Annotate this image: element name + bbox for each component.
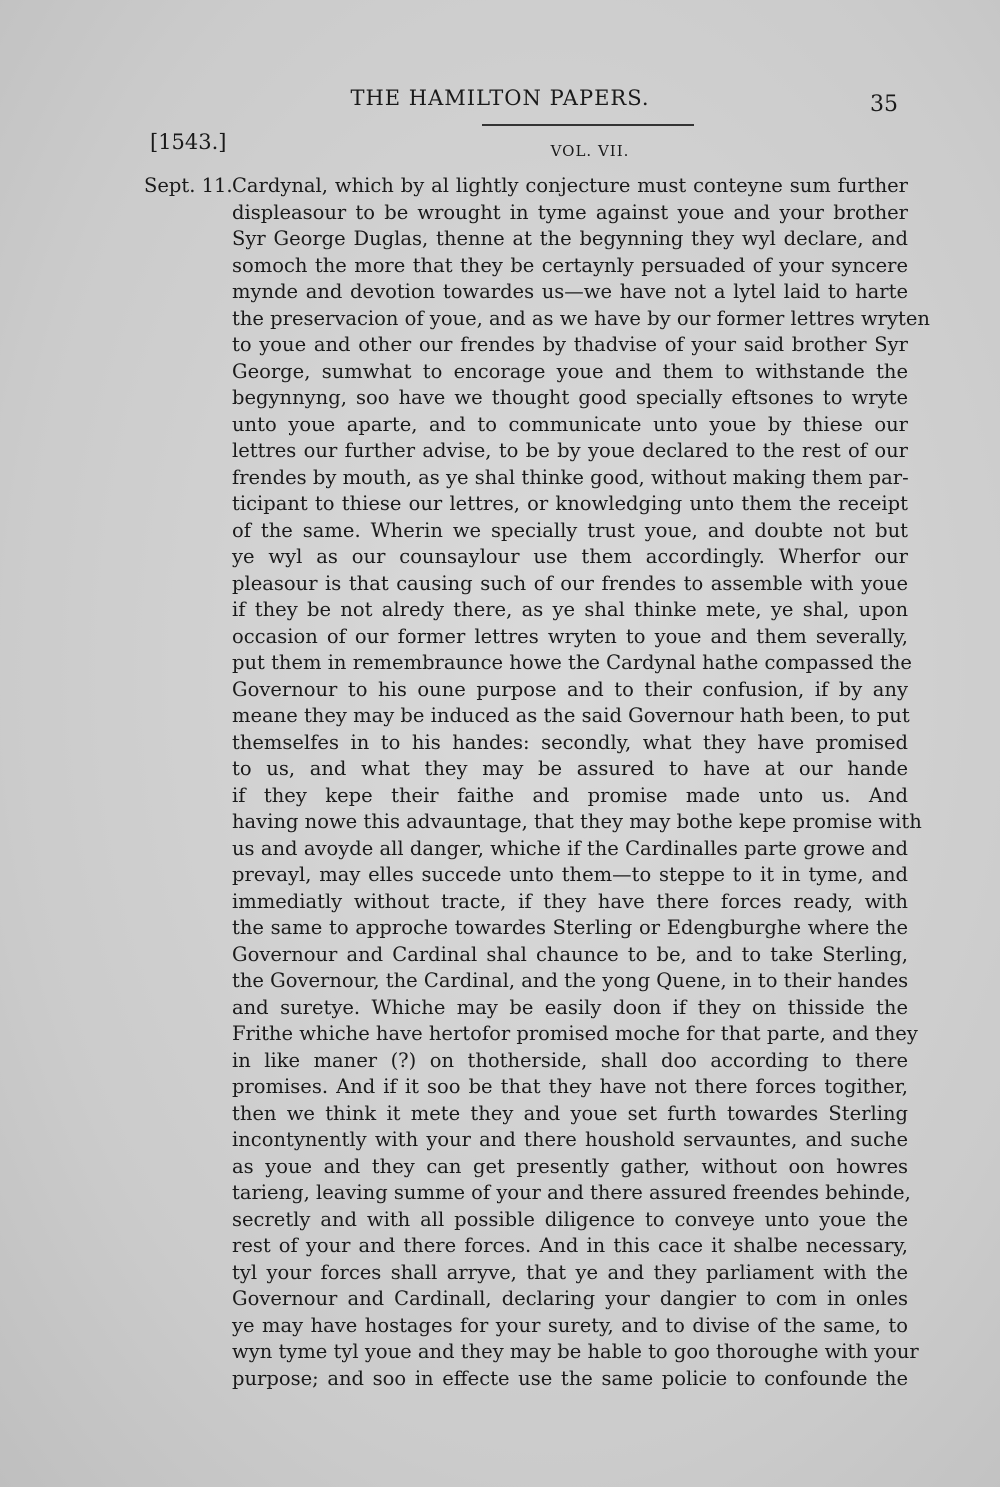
text-line: frendes by mouth, as ye shal thinke good, without making them par-: [232, 465, 909, 489]
text-line: in like maner (?) on thotherside, shall doo according to there: [232, 1048, 908, 1072]
running-head: THE HAMILTON PAPERS.: [350, 86, 650, 110]
text-line: having nowe this advauntage, that they may bothe kepe promise with: [232, 810, 922, 833]
text-line: ye wyl as our counsaylour use them accordingly. Wherfor our: [232, 545, 908, 568]
text-line: Governour and Cardinall, declaring your dangier to com in onles: [232, 1287, 908, 1310]
page-number: 35: [870, 92, 898, 117]
text-line: ticipant to thiese our lettres, or knowledging unto them the receipt: [232, 492, 908, 515]
text-line: wyn tyme tyl youe and they may be hable to goo thoroughe with your: [232, 1340, 919, 1363]
text-line: immediatly without tracte, if they have there forces ready, with: [232, 889, 908, 913]
text-line: themselfes in to his handes: secondly, what they have promised: [232, 730, 908, 754]
text-line: the Governour, the Cardinal, and the yong Quene, in to their handes: [232, 969, 909, 992]
text-line: begynnyng, soo have we thought good specially eftsones to wryte: [232, 386, 908, 409]
text-line: secretly and with all possible diligence to conveye unto youe the: [232, 1207, 908, 1231]
letter-body: [232, 173, 930, 1392]
text-line: lettres our further advise, to be by youe declared to the rest of our: [232, 439, 908, 462]
text-line: purpose; and soo in effecte use the same policie to confounde the: [232, 1366, 908, 1390]
text-line: Cardynal, which by al lightly conjecture must conteyne sum further: [232, 174, 908, 197]
text-line: of the same. Wherin we specially trust youe, and doubte not but: [232, 518, 908, 542]
text-line: if they kepe their faithe and promise made unto us. And: [232, 783, 908, 807]
text-line: occasion of our former lettres wryten to youe and them severally,: [232, 624, 908, 648]
text-line: then we think it mete they and youe set furth towardes Sterling: [232, 1101, 908, 1125]
text-line: us and avoyde all danger, whiche if the Cardinalles parte growe and: [232, 836, 908, 860]
text-line: unto youe aparte, and to communicate unto youe by thiese our: [232, 412, 908, 436]
text-line: somoch the more that they be certaynly persuaded of your syncere: [232, 253, 908, 277]
text-line: prevayl, may elles succede unto them—to steppe to it in tyme, and: [232, 863, 908, 886]
text-line: Governour and Cardinal shal chaunce to be, and to take Sterling,: [232, 942, 908, 966]
text-line: tarieng, leaving summe of your and there assured freendes behinde,: [232, 1181, 911, 1204]
text-line: Frithe whiche have hertofor promised moche for that parte, and they: [232, 1022, 918, 1045]
text-line: incontynently with your and there houshold servauntes, and suche: [232, 1128, 908, 1151]
text-line: as youe and they can get presently gather, without oon howres: [232, 1154, 908, 1178]
text-line: the preservacion of youe, and as we have by our former lettres wryten: [232, 306, 930, 330]
volume-label: VOL. VII.: [550, 142, 630, 160]
text-line: the same to approche towardes Sterling or Edengburghe where the: [232, 916, 908, 939]
entry-date: Sept. 11.: [144, 174, 233, 197]
text-line: meane they may be induced as the said Governour hath been, to put: [232, 704, 910, 727]
text-line: rest of your and there forces. And in this cace it shalbe necessary,: [232, 1234, 908, 1257]
text-line: to youe and other our frendes by thadvise of your said brother Syr: [232, 333, 908, 356]
text-line: promises. And if it soo be that they have not there forces togither,: [232, 1075, 908, 1098]
text-line: pleasour is that causing such of our frendes to assemble with youe: [232, 571, 908, 595]
text-line: and suretye. Whiche may be easily doon if they on thisside the: [232, 995, 908, 1019]
text-line: to us, and what they may be assured to have at our hande: [232, 757, 908, 780]
text-line: if they be not alredy there, as ye shal thinke mete, ye shal, upon: [232, 598, 908, 621]
text-line: Governour to his oune purpose and to their confusion, if by any: [232, 677, 908, 701]
text-line: ye may have hostages for your surety, and to divise of the same, to: [232, 1313, 908, 1337]
header-rule: [482, 124, 694, 126]
text-line: mynde and devotion towardes us—we have not a lytel laid to harte: [232, 280, 908, 303]
year-marker: [1543.]: [150, 130, 227, 154]
text-line: displeasour to be wrought in tyme against youe and your brother: [232, 200, 908, 224]
text-line: put them in remembraunce howe the Cardynal hathe compassed the: [232, 651, 912, 674]
text-line: tyl your forces shall arryve, that ye and they parliament with the: [232, 1260, 908, 1284]
text-line: Syr George Duglas, thenne at the begynning they wyl declare, and: [232, 227, 908, 250]
text-line: George, sumwhat to encorage youe and them to withstande the: [232, 359, 908, 383]
